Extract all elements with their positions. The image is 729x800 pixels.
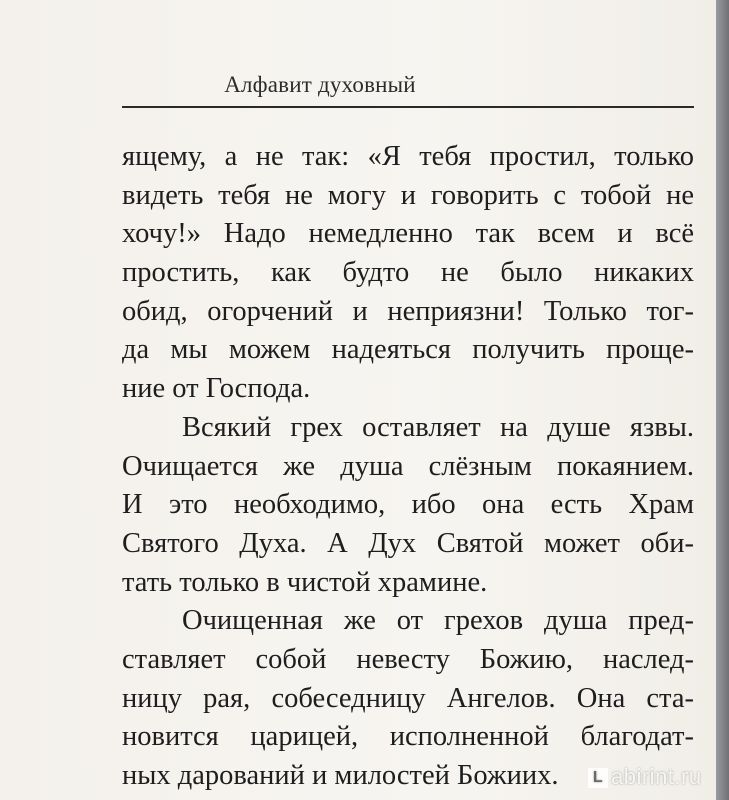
body-text [122,138,694,796]
text-line: Очищается же душа слёзным покаянием. [122,450,694,482]
text-line: новится царицей, исполненной благодат- [122,721,694,753]
header-rule [122,106,694,108]
text-line: ных дарований и милостей Божиих. [122,760,559,791]
watermark [588,764,702,790]
paragraph-start-line: Всякий грех оставляет на душе язвы. [182,411,694,443]
text-line: ницу рая, собеседницу Ангелов. Она ста- [122,682,694,714]
text-line: хочу!» Надо немедленно так всем и всё [122,218,694,250]
watermark-text: abirint.ru [611,764,702,789]
paragraph-start-line: Очищенная же от грехов душа пред- [182,605,694,637]
text-line: видеть тебя не могу и говорить с тобой не [122,179,694,211]
text-line: тать только в чистой храмине. [122,566,488,598]
text-line: обид, огорчений и неприязни! Только тог- [122,295,694,327]
running-head: Алфавит духовный [224,72,416,97]
watermark-logo-icon: L [588,768,608,788]
text-line: И это необходимо, ибо она есть Храм [122,489,694,521]
text-line: простить, как будто не было никаких [122,257,694,289]
text-line: да мы можем надеяться получить проще- [122,334,694,366]
text-line: ящему, а не так: «Я тебя простил, только [122,141,694,172]
text-line: Святого Духа. А Дух Святой может оби- [122,527,694,559]
text-line: ние от Господа. [122,373,311,405]
page-edge [716,0,729,800]
text-line: ставляет собой невесту Божию, наслед- [122,643,694,675]
